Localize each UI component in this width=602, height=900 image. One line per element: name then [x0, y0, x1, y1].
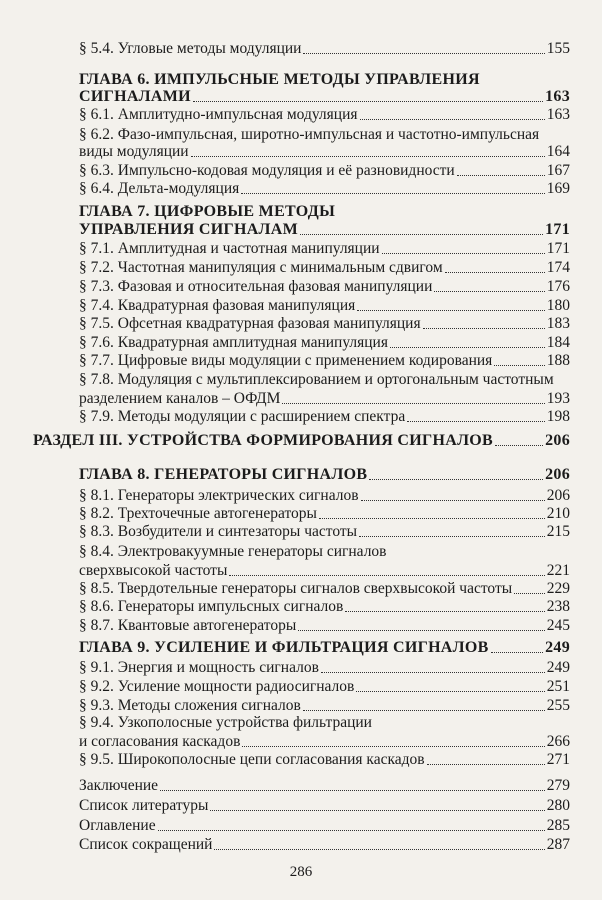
toc-entry	[79, 797, 570, 815]
toc-entry-page: 180	[546, 297, 570, 314]
dot-leader	[445, 272, 545, 273]
toc-entry-page: 183	[546, 315, 570, 332]
toc-entry	[79, 88, 570, 106]
dot-leader	[303, 53, 544, 54]
toc-entry	[79, 126, 570, 144]
toc-entry-title: § 9.5. Широкополосные цепи согласования каскадов	[79, 751, 425, 768]
dot-leader	[407, 421, 545, 422]
toc-entry-page: 206	[545, 466, 570, 483]
toc-entry	[79, 777, 570, 795]
dot-leader	[300, 234, 543, 235]
toc-entry	[79, 162, 570, 180]
toc-entry-page: 163	[545, 88, 570, 105]
toc-entry-title: ГЛАВА 7. ЦИФРОВЫЕ МЕТОДЫ	[79, 203, 336, 220]
toc-entry-title: УПРАВЛЕНИЯ СИГНАЛАМ	[79, 221, 299, 238]
toc-entry-page: 176	[546, 278, 570, 295]
dot-leader	[495, 445, 543, 446]
dot-leader	[210, 810, 544, 811]
toc-entry	[79, 733, 570, 751]
toc-entry-page: 210	[546, 505, 570, 522]
toc-entry	[79, 639, 570, 657]
toc-entry	[79, 40, 570, 58]
toc-entry	[79, 697, 570, 715]
toc-entry-page: 280	[546, 797, 570, 814]
toc-entry	[79, 240, 570, 258]
toc-entry	[79, 221, 570, 239]
dot-leader	[361, 500, 545, 501]
toc-entry-title: Список сокращений	[79, 836, 213, 853]
toc-entry-page: 287	[546, 836, 570, 853]
toc-entry-title: § 8.7. Квантовые автогенераторы	[79, 617, 297, 634]
dot-leader	[360, 119, 545, 120]
toc-entry-title: Заключение	[79, 777, 159, 794]
toc-entry-title: § 7.7. Цифровые виды модуляции с применением кодирования	[79, 352, 493, 369]
dot-leader	[427, 764, 545, 765]
dot-leader	[345, 611, 544, 612]
toc-entry-title: ГЛАВА 8. ГЕНЕРАТОРЫ СИГНАЛОВ	[79, 466, 368, 483]
toc-entry	[79, 466, 570, 484]
toc-entry	[79, 817, 570, 835]
toc-entry	[79, 836, 570, 854]
toc-entry-title: § 7.3. Фазовая и относительная фазовая манипуляции	[79, 278, 433, 295]
dot-leader	[494, 365, 544, 366]
toc-entry-title: § 6.3. Импульсно-кодовая модуляция и её разновидности	[79, 162, 455, 179]
dot-leader	[434, 291, 544, 292]
toc-entry	[79, 315, 570, 333]
dot-leader	[321, 672, 545, 673]
toc-entry	[33, 432, 570, 450]
dot-leader	[193, 101, 543, 102]
toc-entry-title: § 7.9. Методы модуляции с расширением спектра	[79, 408, 406, 425]
toc-entry-page: 164	[546, 143, 570, 160]
toc-entry-title: § 6.2. Фазо-импульсная, широтно-импульсная и частотно-импульсная	[79, 126, 540, 143]
toc-entry-title: и согласования каскадов	[79, 733, 241, 750]
toc-entry	[79, 297, 570, 315]
toc-entry	[79, 678, 570, 696]
toc-entry-page: 245	[546, 617, 570, 634]
dot-leader	[491, 652, 543, 653]
toc-entry-page: 167	[546, 162, 570, 179]
toc-entry-page: 163	[546, 106, 570, 123]
dot-leader	[158, 830, 545, 831]
toc-entry	[79, 106, 570, 124]
toc-entry	[79, 180, 570, 198]
toc-entry-page: 279	[546, 777, 570, 794]
toc-entry-title: § 8.2. Трехточечные автогенераторы	[79, 505, 317, 522]
toc-entry-title: § 7.6. Квадратурная амплитудная манипуляция	[79, 334, 388, 351]
dot-leader	[369, 479, 543, 480]
dot-leader	[282, 403, 544, 404]
dot-leader	[457, 175, 545, 176]
toc-entry	[79, 390, 570, 408]
toc-entry	[79, 352, 570, 370]
dot-leader	[242, 746, 544, 747]
dot-leader	[319, 518, 545, 519]
toc-entry-title: § 9.1. Энергия и мощность сигналов	[79, 659, 319, 676]
toc-entry-title: § 9.3. Методы сложения сигналов	[79, 697, 301, 714]
toc-entry-title: Оглавление	[79, 817, 156, 834]
toc-entry-title: разделением каналов – ОФДМ	[79, 390, 281, 407]
toc-entry-page: 266	[546, 733, 570, 750]
toc-entry-title: § 9.2. Усиление мощности радиосигналов	[79, 678, 355, 695]
toc-entry-title: § 7.2. Частотная манипуляция с минимальным сдвигом	[79, 259, 443, 276]
toc-entry	[79, 580, 570, 598]
toc-entry-title: ГЛАВА 9. УСИЛЕНИЕ И ФИЛЬТРАЦИЯ СИГНАЛОВ	[79, 639, 489, 656]
toc-entry	[79, 505, 570, 523]
toc-entry	[79, 751, 570, 769]
toc-entry-page: 249	[546, 659, 570, 676]
toc-entry	[79, 143, 570, 161]
toc-entry	[79, 487, 570, 505]
toc-entry	[79, 598, 570, 616]
toc-entry-page: 206	[545, 432, 570, 449]
toc-entry-page: 171	[545, 221, 570, 238]
dot-leader	[241, 193, 544, 194]
toc-entry-page: 206	[546, 487, 570, 504]
toc-entry-title: виды модуляции	[79, 143, 189, 160]
toc-entry-title: СИГНАЛАМИ	[79, 88, 191, 105]
toc-entry-page: 193	[546, 390, 570, 407]
toc-entry	[79, 334, 570, 352]
toc-entry-title: § 6.1. Амплитудно-импульсная модуляция	[79, 106, 358, 123]
toc-entry	[79, 714, 570, 732]
toc-entry	[79, 659, 570, 677]
toc-entry-title: сверхвысокой частоты	[79, 562, 228, 579]
toc-entry	[79, 71, 570, 89]
toc-entry-page: 221	[546, 562, 570, 579]
toc-entry-title: § 7.5. Офсетная квадратурная фазовая манипуляция	[79, 315, 421, 332]
dot-leader	[356, 691, 544, 692]
toc-entry-title: § 8.3. Возбудители и синтезаторы частоты	[79, 523, 358, 540]
page-number-footer: 286	[289, 864, 313, 880]
toc-entry	[79, 617, 570, 635]
dot-leader	[303, 710, 545, 711]
dot-leader	[423, 328, 545, 329]
toc-entry	[79, 562, 570, 580]
toc-entry	[79, 543, 570, 561]
dot-leader	[229, 575, 544, 576]
toc-entry-title: § 8.5. Твердотельные генераторы сигналов сверхвысокой частоты	[79, 580, 513, 597]
toc-entry-title: Список литературы	[79, 797, 209, 814]
toc-entry-page: 184	[546, 334, 570, 351]
toc-entry-title: § 7.4. Квадратурная фазовая манипуляция	[79, 297, 356, 314]
toc-entry-title: § 9.4. Узкополосные устройства фильтрации	[79, 714, 372, 731]
toc-entry-title: § 8.1. Генераторы электрических сигналов	[79, 487, 359, 504]
toc-entry-title: § 5.4. Угловые методы модуляции	[79, 40, 302, 57]
toc-entry	[79, 203, 570, 221]
toc-entry-title: § 7.1. Амплитудная и частотная манипуляции	[79, 240, 380, 257]
dot-leader	[298, 630, 545, 631]
toc-entry-title: § 8.4. Электровакуумные генераторы сигналов	[79, 543, 387, 560]
toc-entry-page: 251	[546, 678, 570, 695]
dot-leader	[191, 156, 545, 157]
dot-leader	[390, 347, 545, 348]
toc-entry-page: 238	[546, 598, 570, 615]
toc-entry	[79, 259, 570, 277]
dot-leader	[160, 790, 545, 791]
toc-entry	[79, 278, 570, 296]
toc-entry-title: § 8.6. Генераторы импульсных сигналов	[79, 598, 344, 615]
toc-entry-page: 171	[546, 240, 570, 257]
toc-entry-title: ГЛАВА 6. ИМПУЛЬСНЫЕ МЕТОДЫ УПРАВЛЕНИЯ	[79, 71, 480, 88]
toc-entry-title: РАЗДЕЛ III. УСТРОЙСТВА ФОРМИРОВАНИЯ СИГНАЛОВ	[33, 432, 494, 449]
toc-entry	[79, 371, 570, 389]
dot-leader	[514, 593, 545, 594]
toc-entry-page: 271	[546, 751, 570, 768]
dot-leader	[359, 536, 545, 537]
dot-leader	[214, 849, 544, 850]
toc-entry-page: 215	[546, 523, 570, 540]
toc-entry-page: 198	[546, 408, 570, 425]
toc-entry-page: 155	[546, 40, 570, 57]
dot-leader	[357, 310, 544, 311]
toc-entry-page: 285	[546, 817, 570, 834]
toc-entry-page: 249	[545, 639, 570, 656]
toc-entry	[79, 523, 570, 541]
toc-entry-page: 169	[546, 180, 570, 197]
toc-entry-page: 188	[546, 352, 570, 369]
toc-entry-page: 255	[546, 697, 570, 714]
toc-entry-page: 229	[546, 580, 570, 597]
toc-entry-page: 174	[546, 259, 570, 276]
toc-entry-title: § 6.4. Дельта-модуляция	[79, 180, 240, 197]
toc-entry-title: § 7.8. Модуляция с мультиплексированием и ортогональным частотным	[79, 371, 554, 388]
dot-leader	[382, 253, 545, 254]
toc-entry	[79, 408, 570, 426]
